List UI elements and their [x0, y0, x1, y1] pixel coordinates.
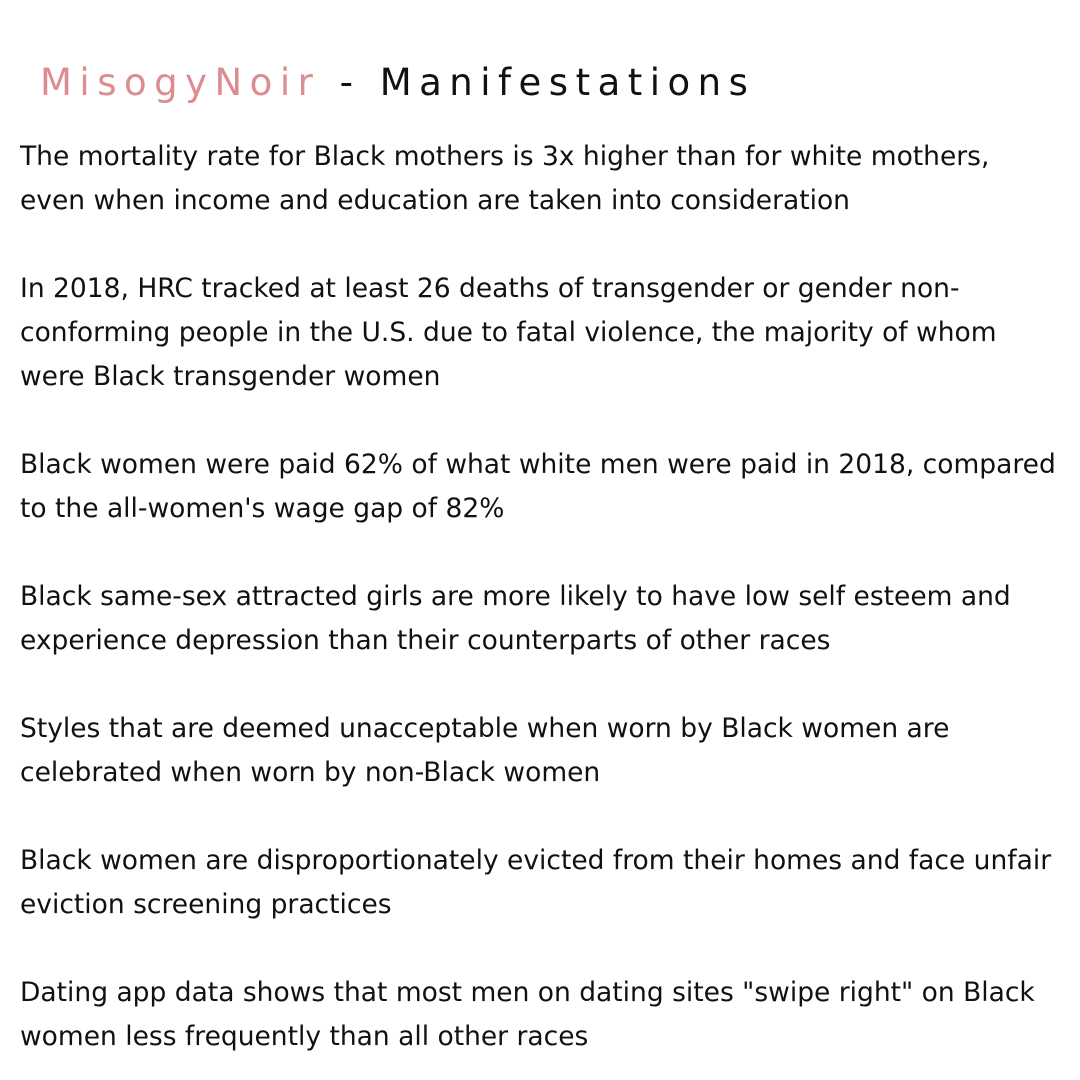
title-accent-word: MisogyNoir: [40, 61, 321, 104]
title-separator: -: [320, 61, 380, 104]
fact-maternal-mortality: The mortality rate for Black mothers is 3x higher than for white mothers, even when income and education are taken into consideration: [20, 141, 990, 216]
facts-list: [20, 135, 1060, 1059]
fact-evictions: Black women are disproportionately evicted from their homes and face unfair eviction screening practices: [20, 845, 1052, 920]
fact-wage-gap: Black women were paid 62% of what white men were paid in 2018, compared to the all-women's wage gap of 82%: [20, 449, 1056, 524]
page-title: [40, 58, 755, 108]
title-rest-word: Manifestations: [379, 61, 756, 104]
fact-dating-apps: Dating app data shows that most men on dating sites "swipe right" on Black women less frequently than all other races: [20, 977, 1035, 1052]
fact-hair-styles: Styles that are deemed unacceptable when worn by Black women are celebrated when worn by non-Black women: [20, 713, 950, 788]
fact-self-esteem: Black same-sex attracted girls are more likely to have low self esteem and experience depression than their counterparts of other races: [20, 581, 1011, 656]
fact-transgender-violence: In 2018, HRC tracked at least 26 deaths of transgender or gender non-conforming people in the U.S. due to fatal violence, the majority of whom were Black transgender women: [20, 273, 997, 392]
